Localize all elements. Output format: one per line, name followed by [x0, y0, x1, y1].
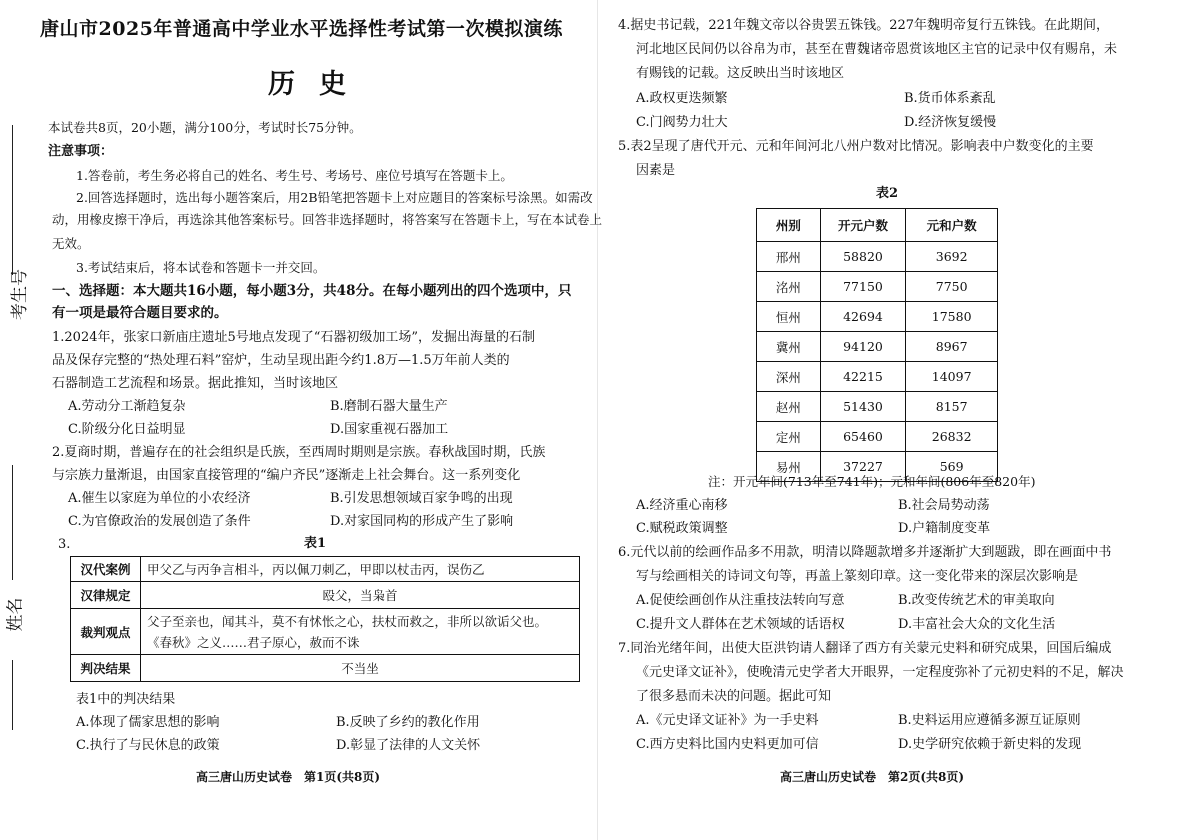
table-cell-value: 殴父，当枭首	[141, 582, 580, 609]
table-row	[71, 582, 580, 609]
table-row	[71, 609, 580, 655]
question-7-text: 了很多悬而未决的问题。据此可知	[636, 689, 832, 704]
table-cell-value	[141, 609, 580, 655]
notice-item: 3.考试结束后，将本试卷和答题卡一并交回。	[76, 260, 326, 275]
q4-option-a[interactable]: A.政权更迭频繁	[636, 91, 728, 106]
table-header-cell: 开元户数	[820, 209, 906, 242]
table-header-cell: 州别	[757, 209, 821, 242]
question-5-text: 因素是	[636, 163, 676, 178]
table-2-caption: 表2	[876, 186, 899, 201]
table-row	[757, 272, 998, 302]
question-4-text: 有赐钱的记载。这反映出当时该地区	[636, 66, 845, 81]
q2-option-c[interactable]: C.为官僚政治的发展创造了条件	[68, 514, 251, 529]
page-footer: 高三唐山历史试卷 第1页(共8页)	[196, 770, 381, 784]
question-2-text: 与宗族力量渐退，由国家直接管理的“编户齐民”逐渐走上社会舞台。这一系列变化	[52, 468, 521, 483]
q3-option-c[interactable]: C.执行了与民休息的政策	[76, 738, 220, 753]
table-cell: 51430	[820, 392, 906, 422]
table-cell: 65460	[820, 422, 906, 452]
table-row	[757, 302, 998, 332]
question-5-text: 5.表2呈现了唐代开元、元和年间河北八州户数对比情况。影响表中户数变化的主要	[618, 139, 1094, 154]
binding-line	[12, 125, 13, 275]
table-header-cell: 元和户数	[906, 209, 998, 242]
table-cell: 深州	[757, 362, 821, 392]
q6-option-a[interactable]: A.促使绘画创作从注重技法转向写意	[636, 593, 845, 608]
question-1-text: 石器制造工艺流程和场景。据此推知，当时该地区	[52, 376, 339, 391]
table-cell: 邢州	[757, 242, 821, 272]
table-row	[71, 655, 580, 682]
subject-title: 历史	[268, 69, 370, 100]
table-cell: 8157	[906, 392, 998, 422]
table-cell: 42215	[820, 362, 906, 392]
q2-option-a[interactable]: A.催生以家庭为单位的小农经济	[68, 491, 251, 506]
table-header-row	[757, 209, 998, 242]
name-label: 姓名	[5, 597, 26, 632]
q3-option-a[interactable]: A.体现了儒家思想的影响	[76, 715, 220, 730]
table-cell: 定州	[757, 422, 821, 452]
table-cell-value: 不当坐	[141, 655, 580, 682]
q5-option-a[interactable]: A.经济重心南移	[636, 498, 728, 513]
table-cell: 94120	[820, 332, 906, 362]
q4-option-d[interactable]: D.经济恢复缓慢	[904, 115, 997, 130]
q4-option-c[interactable]: C.门阀势力壮大	[636, 115, 728, 130]
table-cell: 洺州	[757, 272, 821, 302]
q5-option-d[interactable]: D.户籍制度变革	[898, 521, 991, 536]
notice-item: 无效。	[52, 236, 90, 251]
q1-option-d[interactable]: D.国家重视石器加工	[330, 422, 449, 437]
q1-option-b[interactable]: B.磨制石器大量生产	[330, 399, 448, 414]
table-cell: 3692	[906, 242, 998, 272]
question-7-text: 7.同治光绪年间，出使大臣洪钧请人翻译了西方有关蒙元史料和研究成果，回国后编成	[618, 641, 1112, 656]
section-heading: 一、选择题：本大题共16小题，每小题3分，共48分。在每小题列出的四个选项中，只	[52, 283, 572, 299]
q6-option-d[interactable]: D.丰富社会大众的文化生活	[898, 617, 1056, 632]
table-cell: 恒州	[757, 302, 821, 332]
q7-option-a[interactable]: A.《元史译文证补》为一手史料	[636, 713, 819, 728]
table-cell: 8967	[906, 332, 998, 362]
table-cell: 14097	[906, 362, 998, 392]
table-cell: 42694	[820, 302, 906, 332]
table-1	[70, 556, 580, 682]
question-6-text: 6.元代以前的绘画作品多不用款，明清以降题款增多并逐渐扩大到题跋，即在画面中书	[618, 545, 1112, 560]
table-cell-line: 父子至亲也，闻其斗，莫不有怵怅之心，扶杖而救之，非所以欲诟父也。	[147, 613, 548, 629]
notice-item: 1.答卷前，考生务必将自己的姓名、考生号、考场号、座位号填写在答题卡上。	[76, 168, 513, 183]
q7-option-b[interactable]: B.史料运用应遵循多源互证原则	[898, 713, 1081, 728]
question-1-text: 品及保存完整的“热处理石料”窑炉，生动呈现出距今约1.8万—1.5万年前人类的	[52, 353, 510, 368]
q3-option-b[interactable]: B.反映了乡约的教化作用	[336, 715, 480, 730]
table-cell: 569	[906, 452, 998, 482]
exam-title: 唐山市2025年普通高中学业水平选择性考试第一次模拟演练	[40, 18, 563, 40]
table-cell: 7750	[906, 272, 998, 302]
table-row	[757, 242, 998, 272]
table-row	[757, 422, 998, 452]
table-cell: 37227	[820, 452, 906, 482]
q6-option-b[interactable]: B.改变传统艺术的审美取向	[898, 593, 1055, 608]
table-2	[756, 208, 998, 482]
q4-option-b[interactable]: B.货币体系紊乱	[904, 91, 996, 106]
table-row	[757, 332, 998, 362]
table-2-note: 注：开元年间(713年至741年)；元和年间(806年至820年)	[708, 474, 1036, 489]
table-cell: 77150	[820, 272, 906, 302]
exam-page-2	[600, 0, 1200, 840]
table-cell-label: 汉代案例	[71, 557, 141, 582]
page-footer: 高三唐山历史试卷 第2页(共8页)	[780, 770, 965, 784]
table-cell-line: 《春秋》之义……君子原心，赦而不诛	[147, 634, 360, 650]
table-cell-value: 甲父乙与丙争言相斗，丙以佩刀刺乙，甲即以杖击丙，误伤乙	[141, 557, 580, 582]
binding-line	[12, 465, 13, 580]
table-cell: 17580	[906, 302, 998, 332]
notice-heading: 注意事项：	[48, 144, 114, 159]
table-cell-label: 裁判观点	[71, 609, 141, 655]
q1-option-c[interactable]: C.阶级分化日益明显	[68, 422, 186, 437]
section-heading: 有一项是最符合题目要求的。	[52, 305, 228, 321]
question-1-text: 1.2024年，张家口新庙庄遗址5号地点发现了“石器初级加工场”，发掘出海量的石制	[52, 330, 536, 345]
binding-line	[12, 660, 13, 730]
q7-option-c[interactable]: C.西方史料比国内史料更加可信	[636, 737, 819, 752]
table-row	[71, 557, 580, 582]
notice-item: 动，用橡皮擦干净后，再选涂其他答案标号。回答非选择题时，将答案写在答题卡上，写在本试卷上	[52, 212, 603, 227]
question-2-text: 2.夏商时期，普遍存在的社会组织是氏族，至西周时期则是宗族。春秋战国时期，氏族	[52, 445, 546, 460]
q3-option-d[interactable]: D.彰显了法律的人文关怀	[336, 738, 481, 753]
q5-option-b[interactable]: B.社会局势动荡	[898, 498, 990, 513]
question-7-text: 《元史译文证补》，使晚清元史学者大开眼界，一定程度弥补了元初史料的不足，解决	[636, 665, 1124, 680]
table-cell: 冀州	[757, 332, 821, 362]
table-cell: 易州	[757, 452, 821, 482]
q5-option-c[interactable]: C.赋税政策调整	[636, 521, 728, 536]
q6-option-c[interactable]: C.提升文人群体在艺术领域的话语权	[636, 617, 845, 632]
question-4-text: 4.据史书记载，221年魏文帝以谷贵罢五铢钱。227年魏明帝复行五铢钱。在此期间，	[618, 18, 1110, 33]
table-row	[757, 362, 998, 392]
table-row	[757, 392, 998, 422]
student-id-label: 考生号	[10, 269, 30, 320]
exam-info: 本试卷共8页，20小题，满分100分，考试时长75分钟。	[48, 120, 362, 135]
question-4-text: 河北地区民间仍以谷帛为市，甚至在曹魏诸帝恩赏该地区主官的记录中仅有赐帛，未	[636, 42, 1118, 57]
question-6-text: 写与绘画相关的诗词文句等，再盖上篆刻印章。这一变化带来的深层次影响是	[636, 569, 1079, 584]
question-3-number: 3.	[58, 537, 71, 552]
table-1-caption: 表1	[304, 536, 327, 551]
q7-option-d[interactable]: D.史学研究依赖于新史料的发现	[898, 737, 1082, 752]
notice-item: 2.回答选择题时，选出每小题答案后，用2B铅笔把答题卡上对应题目的答案标号涂黑。如需改	[76, 190, 593, 205]
q2-option-b[interactable]: B.引发思想领域百家争鸣的出现	[330, 491, 513, 506]
question-3-stem: 表1中的判决结果	[76, 692, 176, 707]
table-cell: 58820	[820, 242, 906, 272]
q1-option-a[interactable]: A.劳动分工渐趋复杂	[68, 399, 186, 414]
table-cell-label: 汉律规定	[71, 582, 141, 609]
q2-option-d[interactable]: D.对家国同构的形成产生了影响	[330, 514, 514, 529]
table-cell: 26832	[906, 422, 998, 452]
table-cell-label: 判决结果	[71, 655, 141, 682]
table-cell: 赵州	[757, 392, 821, 422]
